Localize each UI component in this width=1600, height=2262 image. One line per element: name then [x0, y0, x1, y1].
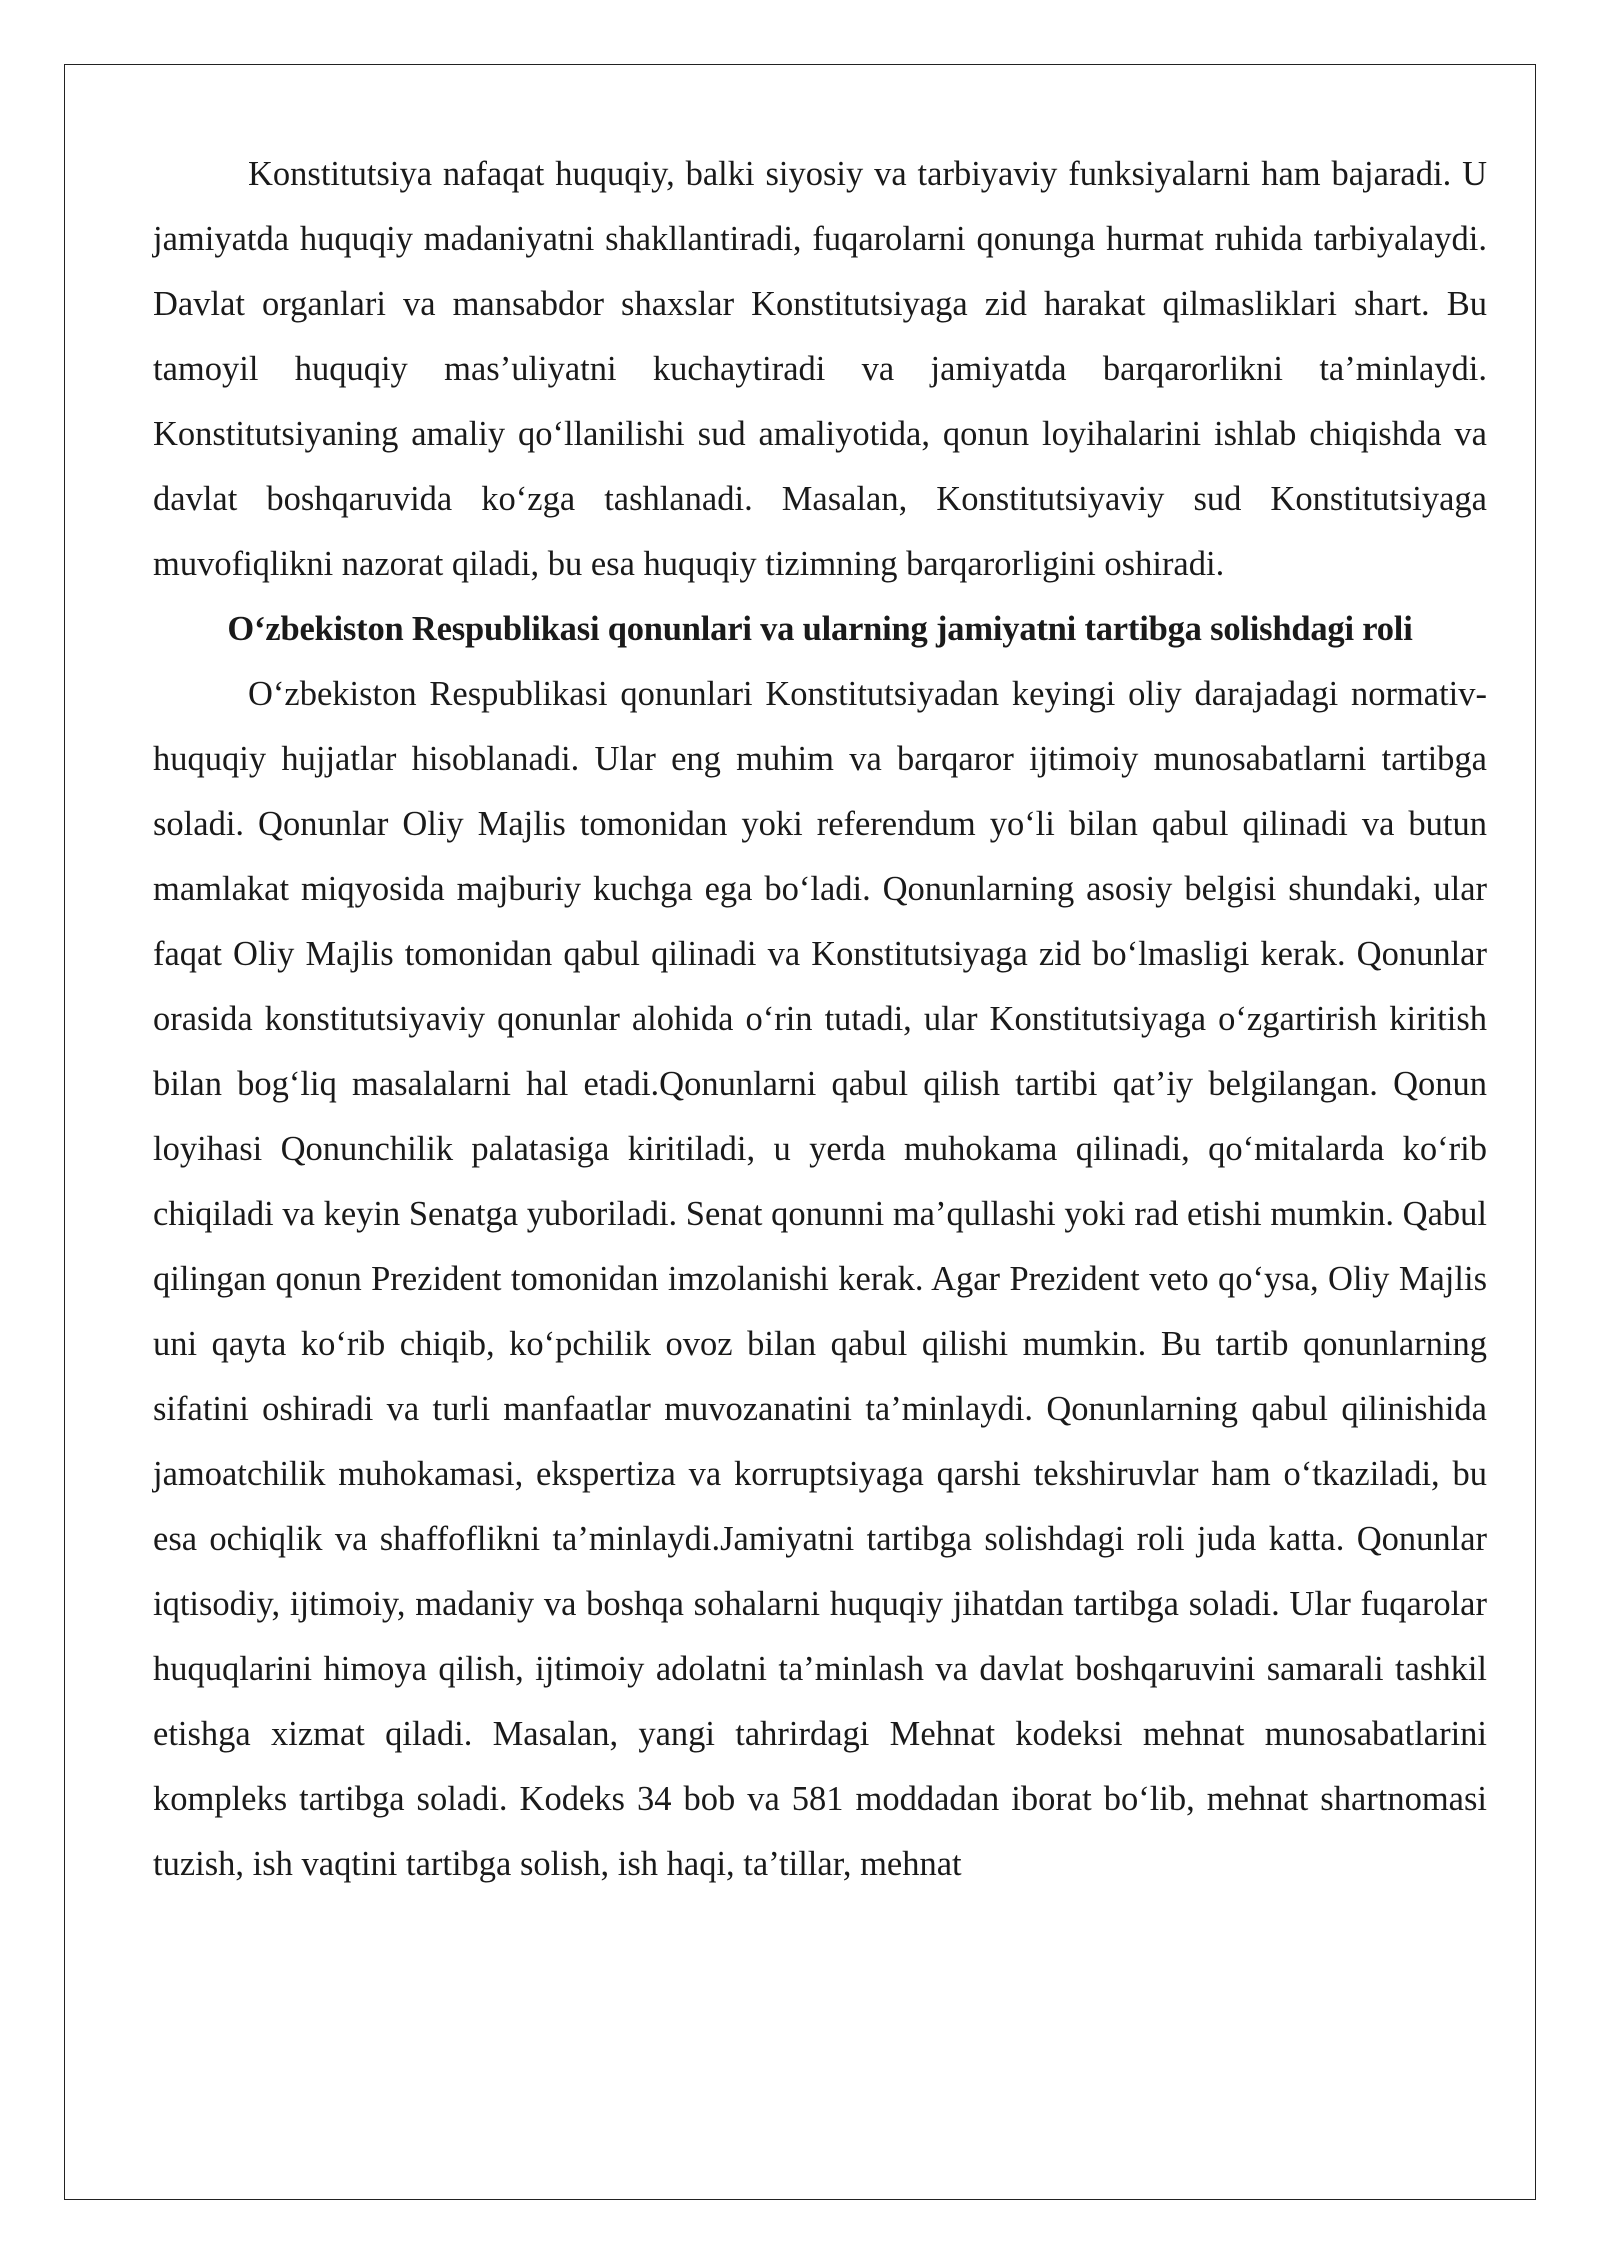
section-heading: O‘zbekiston Respublikasi qonunlari va ularning jamiyatni tartibga solishdagi roli [227, 610, 1413, 648]
paragraph-laws-role: O‘zbekiston Respublikasi qonunlari Konstitutsiyadan keyingi oliy darajadagi normativ-huquqiy hujjatlar hisoblanadi. Ular eng muhim va barqaror ijtimoiy munosabatlarni tartibga soladi. Qonunlar Oliy Majlis tomonidan yoki referendum yo‘li bilan qabul qilinadi va butun mamlakat miqyosida majburiy kuchga ega bo‘ladi. Qonunlarning asosiy belgisi shundaki, ular faqat Oliy Majlis tomonidan qabul qilinadi va Konstitutsiyaga zid bo‘lmasligi kerak. Qonunlar orasida konstitutsiyaviy qonunlar alohida o‘rin tutadi, ular Konstitutsiyaga o‘zgartirish kiritish bilan bog‘liq masalalarni hal etadi.Qonunlarni qabul qilish tartibi qat’iy belgilangan. Qonun loyihasi Qonunchilik palatasiga kiritiladi, u yerda muhokama qilinadi, qo‘mitalarda ko‘rib chiqiladi va keyin Senatga yuboriladi. Senat qonunni ma’qullashi yoki rad etishi mumkin. Qabul qilingan qonun Prezident tomonidan imzolanishi kerak. Agar Prezident veto qo‘ysa, Oliy Majlis uni qayta ko‘rib chiqib, ko‘pchilik ovoz bilan qabul qilishi mumkin. Bu tartib qonunlarning sifatini oshiradi va turli manfaatlar muvozanatini ta’minlaydi. Qonunlarning qabul qilinishida jamoatchilik muhokamasi, ekspertiza va korruptsiyaga qarshi tekshiruvlar ham o‘tkaziladi, bu esa ochiqlik va shaffoflikni ta’minlaydi.Jamiyatni tartibga solishdagi roli juda katta. Qonunlar iqtisodiy, ijtimoiy, madaniy va boshqa sohalarni huquqiy jihatdan tartibga soladi. Ular fuqarolar huquqlarini himoya qilish, ijtimoiy adolatni ta’minlash va davlat boshqaruvini samarali tashkil etishga xizmat qiladi. Masalan, yangi tahrirdagi Mehnat kodeksi mehnat munosabatlarini kompleks tartibga soladi. Kodeks 34 bob va 581 moddadan iborat bo‘lib, mehnat shartnomasi tuzish, ish vaqtini tartibga solish, ish haqi, ta’tillar, mehnat [153, 675, 1487, 1883]
document-body [153, 142, 1487, 1897]
paragraph-constitution-functions: Konstitutsiya nafaqat huquqiy, balki siyosiy va tarbiyaviy funksiyalarni ham bajaradi. U jamiyatda huquqiy madaniyatni shakllantiradi, fuqarolarni qonunga hurmat ruhida tarbiyalaydi. Davlat organlari va mansabdor shaxslar Konstitutsiyaga zid harakat qilmasliklari shart. Bu tamoyil huquqiy mas’uliyatni kuchaytiradi va jamiyatda barqarorlikni ta’minlaydi. Konstitutsiyaning amaliy qo‘llanilishi sud amaliyotida, qonun loyihalarini ishlab chiqishda va davlat boshqaruvida ko‘zga tashlanadi. Masalan, Konstitutsiyaviy sud Konstitutsiyaga muvofiqlikni nazorat qiladi, bu esa huquqiy tizimning barqarorligini oshiradi. [153, 155, 1487, 583]
